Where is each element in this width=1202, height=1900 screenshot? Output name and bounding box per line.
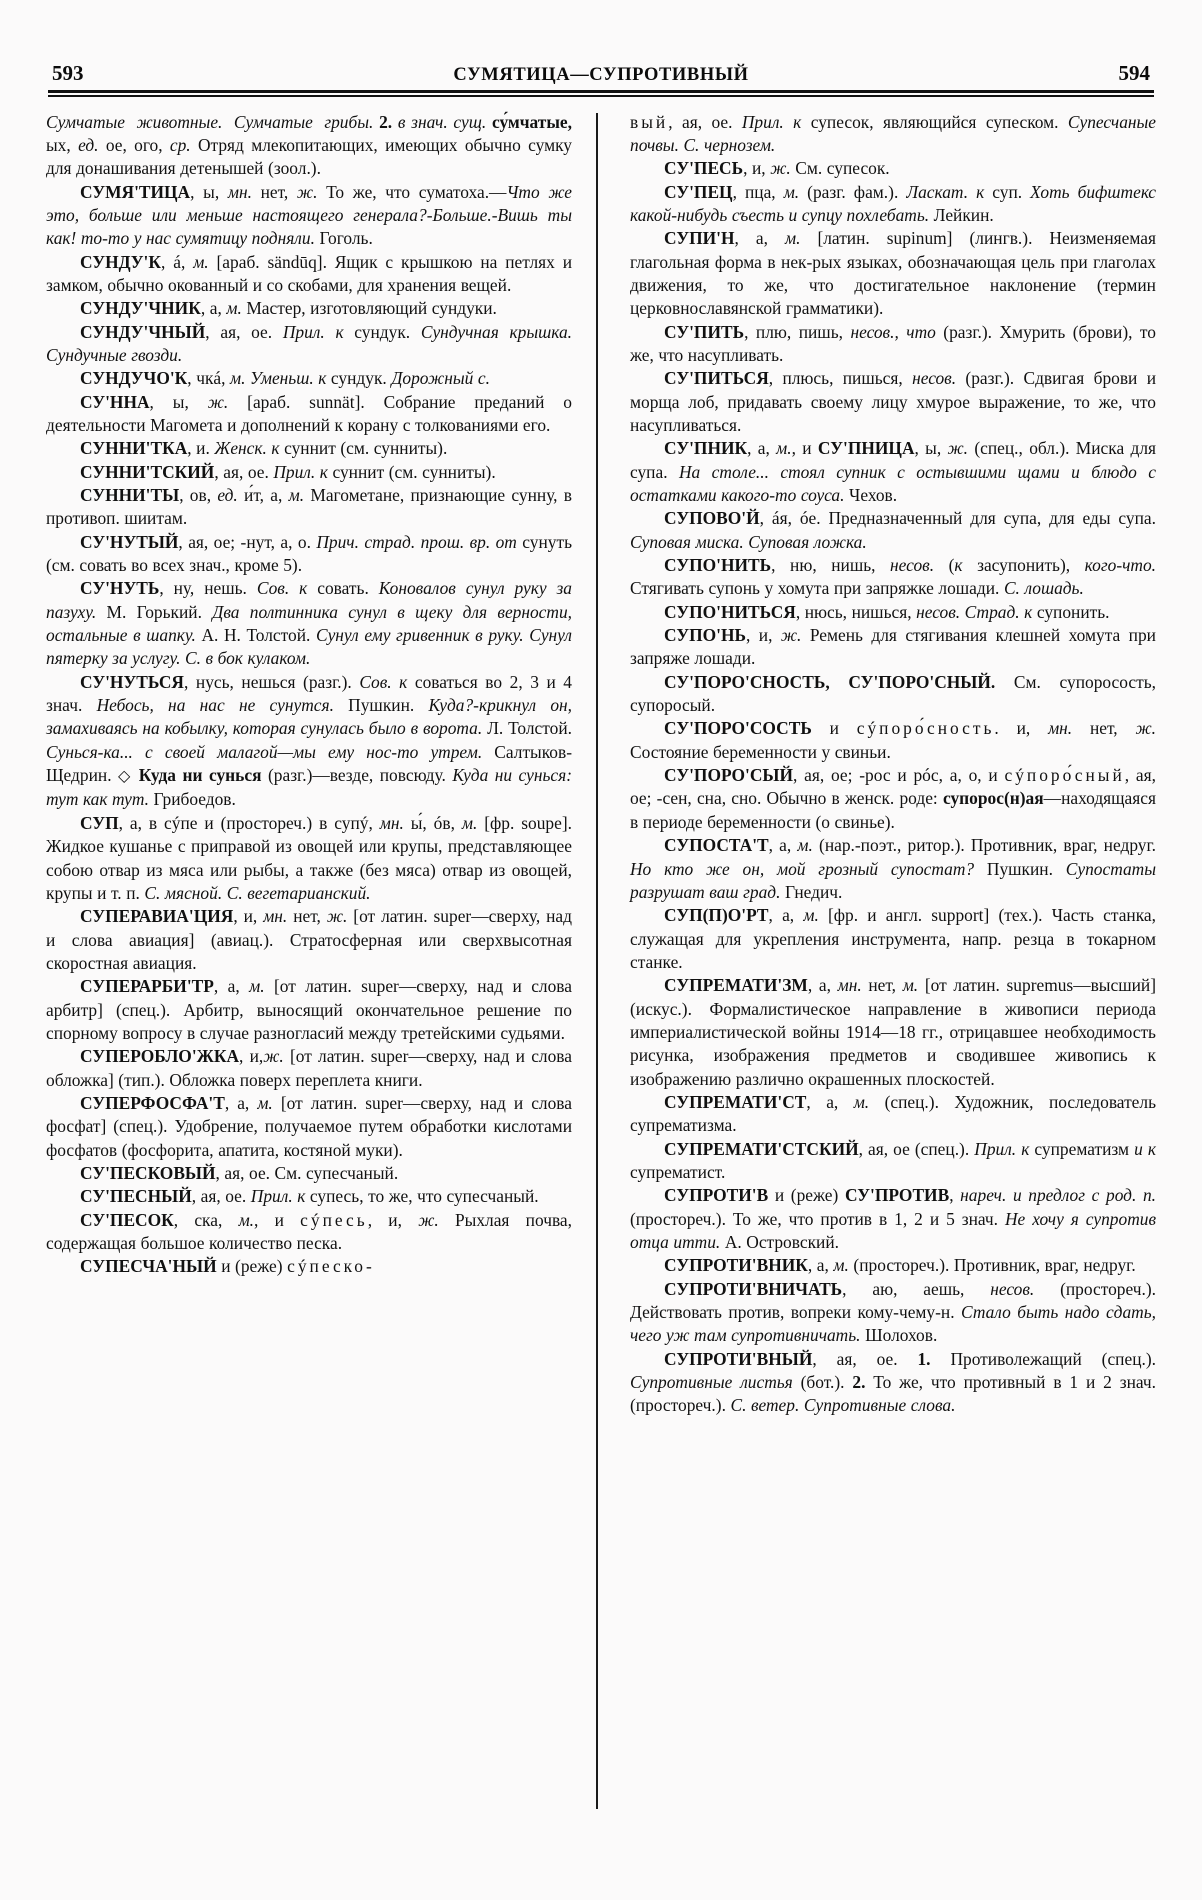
body-columns — [46, 111, 1156, 1811]
dictionary-entry: СУПИ'Н, а, м. [латин. supinum] (лингв.). Неизменяемая глагольная форма в нек-рых языках, обозначающая цель при глаголах движения, то же, что достигательное наклонение (термин церковнославянской грамматики). — [630, 228, 1156, 319]
column-left — [46, 111, 586, 1811]
dictionary-entry: СУ'ПОРО'СНОСТЬ, СУ'ПОРО'СНЫЙ. См. супоросость, супоросый. — [630, 671, 1156, 716]
dictionary-entry: СУ'ПЕСКОВЫЙ, ая, ое. См. супесчаный. — [80, 1162, 399, 1183]
dictionary-entry: СУ'ПНИК, а, м., и СУ'ПНИЦА, ы, ж. (спец., обл.). Миска для супа. На столе... стоял супник с остывшими щами и блюдо с остатками какого-то соуса. Чехов. — [630, 438, 1157, 505]
header-rule — [48, 90, 1154, 97]
dictionary-entry: СУ'НУТЫЙ, ая, ое; -нут, а, о. Прич. страд. прош. вр. от сунуть (см. совать во всех знач., кроме 5). — [46, 531, 572, 576]
dictionary-entry: СУНДУ'ЧНИК, а, м. Мастер, изготовляющий сундуки. — [80, 298, 497, 319]
dictionary-entry: СУ'ПИТЬСЯ, плюсь, пишься, несов. (разг.). Сдвигая брови и морща лоб, придавать своему лицу хмурое выражение, то же, что насупливаться. — [630, 368, 1156, 435]
dictionary-entry: СУПОСТА'Т, а, м. (нар.-поэт., ритор.). Противник, враг, недруг. Но кто же он, мой грозный супостат? Пушкин. Супостаты разрушат ваш град. Гнедич. — [630, 835, 1156, 902]
dictionary-entry: СУНДУ'ЧНЫЙ, ая, ое. Прил. к сундук. Сундучная крышка. Сундучные гвозди. — [46, 321, 572, 365]
dictionary-entry: СУПРЕМАТИ'СТ, а, м. (спец.). Художник, последователь супрематизма. — [630, 1091, 1156, 1136]
dictionary-entry: СУПЕРАВИА'ЦИЯ, и, мн. нет, ж. [от латин. super—сверху, над и слова авиация] (авиац.). Стратосферная или сверхвысотная скоростная авиация. — [46, 906, 572, 973]
dictionary-entry: СУ'ПИТЬ, плю, пишь, несов., что (разг.). Хмурить (брови), то же, что насупливать. — [630, 321, 1156, 365]
dictionary-entry: СУННИ'ТКА, и. Женск. к суннит (см. сунниты). — [80, 438, 448, 459]
dictionary-entry: СУНДУ'К, á, м. [араб. sändūq]. Ящик с крышкою на петлях и замком, обычно окованный и со скобами, для хранения вещей. — [46, 251, 572, 295]
dictionary-entry: СУПЕРФОСФА'Т, а, м. [от латин. super—сверху, над и слова фосфат] (спец.). Удобрение, получаемое путем обработки кислотами фосфатов (фосфорита, апатита, костяной муки). — [46, 1092, 572, 1160]
dictionary-entry: СУ'ПЕЦ, пца, м. (разг. фам.). Ласкат. к суп. Хоть бифштекс какой-нибудь съесть и супцу похлебать. Лейкин. — [630, 181, 1157, 225]
dictionary-entry: СУПО'НИТЬ, ню, нишь, несов. (к засупонить), кого-что. Стягивать супонь у хомута при запряжке лошади. С. лошадь. — [630, 555, 1157, 599]
dictionary-entry: СУ'ННА, ы, ж. [араб. sunnät]. Собрание преданий о деятельности Магомета и дополнений к корану с толкованиями его. — [46, 391, 572, 435]
running-head — [46, 52, 1156, 86]
dictionary-entry: СУП, а, в сýпе и (простореч.) в супý, мн. ы́, óв, м. [фр. soupe]. Жидкое кушанье с приправой из овощей или крупы, представляющее собою отвар из мяса или рыбы, а также (без мяса) отвар из овощей, крупы и т. п. С. мясной. С. вегетарианский. — [46, 812, 572, 903]
running-head-title: СУМЯТИЦА—СУПРОТИВНЫЙ — [453, 65, 749, 85]
dictionary-entry: СУПРЕМАТИ'СТСКИЙ, ая, ое (спец.). Прил. к супрематизм и к супрематист. — [630, 1138, 1156, 1182]
dictionary-entry: СУПОВО'Й, áя, óе. Предназначенный для супа, для еды супа. Суповая миска. Суповая ложка. — [630, 508, 1156, 552]
dictionary-entry: СУННИ'ТЫ, ов, ед. и́т, а, м. Магометане, признающие сунну, в противоп. шиитам. — [46, 485, 572, 529]
dictionary-entry: СУПРОТИ'ВНИЧАТЬ, аю, аешь, несов. (простореч.). Действовать против, вопреки кому-чему-н. Стало быть надо сдать, чего уж там супротивничать. Шолохов. — [630, 1278, 1156, 1346]
dictionary-entry: СУ'НУТЬ, ну, нешь. Сов. к совать. Коновалов сунул руку за пазуху. М. Горький. Два полтинника сунул в щеку для верности, остальные в шапку. А. Н. Толстой. Сунул ему гривенник в руку. Сунул пятерку за услугу. С. в бок кулаком. — [46, 578, 573, 669]
dictionary-entry: СУПРОТИ'ВНЫЙ, ая, ое. 1. Противолежащий (спец.). Супротивные листья (бот.). 2. То же, что противный в 1 и 2 знач. (простореч.). С. ветер. Супротивные слова. — [630, 1348, 1157, 1416]
dictionary-entry: СУ'ПЕСЬ, и, ж. См. супесок. — [664, 158, 890, 179]
dictionary-entry: СУПРОТИ'В и (реже) СУ'ПРОТИВ, нареч. и предлог с род. п. (простореч.). То же, что против в 1, 2 и 5 знач. Не хочу я супротив отца итти. А. Островский. — [630, 1185, 1156, 1252]
dictionary-entry: СУП(П)О'РТ, а, м. [фр. и англ. support] (тех.). Часть станка, служащая для укрепления инструмента, напр. резца в токарном станке. — [630, 905, 1156, 972]
dictionary-entry: СУ'ПОРО'СЫЙ, ая, ое; -рос и рóс, а, о, и сýпоро́сный, ая, ое; -сен, сна, сно. Обычно в женск. роде: супорос(н)ая—находящаяся в периоде беременности (о свинье). — [630, 765, 1156, 832]
dictionary-entry: СУПРЕМАТИ'ЗМ, а, мн. нет, м. [от латин. supremus—высший] (искус.). Формалистическое направление в живописи периода империалистической войны 1914—18 гг., отрицавшее необходимость рисунка, изображения предметов и сводившее живопись к изображению различно окрашенных плоскостей. — [630, 975, 1156, 1089]
dictionary-entry: СУМЯ'ТИЦА, ы, мн. нет, ж. То же, что суматоха.—Что же это, больше или меньше настоящего генерала?-Больше.-Вишь ты как! то-то у нас сумятицу подняли. Гоголь. — [46, 181, 573, 249]
dictionary-entry: СУПРОТИ'ВНИК, а, м. (простореч.). Противник, враг, недруг. — [664, 1255, 1136, 1276]
dictionary-entry: СУНДУЧО'К, чкá, м. Уменьш. к сундук. Дорожный с. — [80, 368, 490, 389]
entry-continuation: вый, ая, ое. Прил. к супесок, являющийся супеском. Супесчаные почвы. С. чернозем. — [630, 111, 1157, 155]
dictionary-entry: СУ'ПЕСНЫЙ, ая, ое. Прил. к супесь, то же, что супесчаный. — [80, 1186, 539, 1207]
dictionary-entry: СУ'ПОРО'СОСТЬ и сýпоро́сность. и, мн. нет, ж. Состояние беременности у свиньи. — [630, 718, 1156, 762]
folio-left: 593 — [52, 61, 84, 85]
rule-thin — [48, 95, 1154, 97]
dictionary-entry: СУПЕСЧА'НЫЙ и (реже) сýпеско- — [80, 1256, 375, 1277]
dictionary-entry: СУПЕРАРБИ'ТР, а, м. [от латин. super—сверху, над и слова арбитр] (спец.). Арбитр, выносящий окончательное решение по спорному вопросу в случае разногласий между третейскими судьями. — [46, 976, 572, 1043]
rule-thick — [48, 90, 1154, 93]
dictionary-entry: СУ'НУТЬСЯ, нусь, нешься (разг.). Сов. к соваться во 2, 3 и 4 знач. Небось, на нас не сунутся. Пушкин. Куда?-крикнул он, замахиваясь на кобылку, которая сунулась было в ворота. Л. Толстой. Сунься-ка... с своей малагой—мы ему нос-то утрем. Салтыков-Щедрин. ◇ Куда ни сунься (разг.)—везде, повсюду. Куда ни сунься: тут как тут. Грибоедов. — [46, 671, 572, 810]
column-divider — [596, 113, 598, 1809]
folio-right: 594 — [1118, 61, 1150, 85]
entry-continuation: Сумчатые животные. Сумчатые грибы. 2. в знач. сущ. су́мчатые, ых, ед. ое, ого, ср. Отряд млекопитающих, имеющих обычно сумку для донашивания детенышей (зоол.). — [46, 111, 572, 179]
dictionary-entry: СУННИ'ТСКИЙ, ая, ое. Прил. к суннит (см. сунниты). — [80, 461, 496, 482]
column-right — [608, 111, 1156, 1811]
dictionary-entry: СУПЕРОБЛО'ЖКА, и,ж. [от латин. super—сверху, над и слова обложка] (тип.). Обложка поверх переплета книги. — [46, 1046, 572, 1090]
dictionary-entry: СУПО'НИТЬСЯ, нюсь, нишься, несов. Страд. к супонить. — [664, 601, 1110, 622]
dictionary-entry: СУ'ПЕСОК, ска, м., и сýпесь, и, ж. Рыхлая почва, содержащая большое количество песка. — [46, 1209, 572, 1253]
dictionary-entry: СУПО'НЬ, и, ж. Ремень для стягивания клешней хомута при запряже лошади. — [630, 625, 1156, 669]
